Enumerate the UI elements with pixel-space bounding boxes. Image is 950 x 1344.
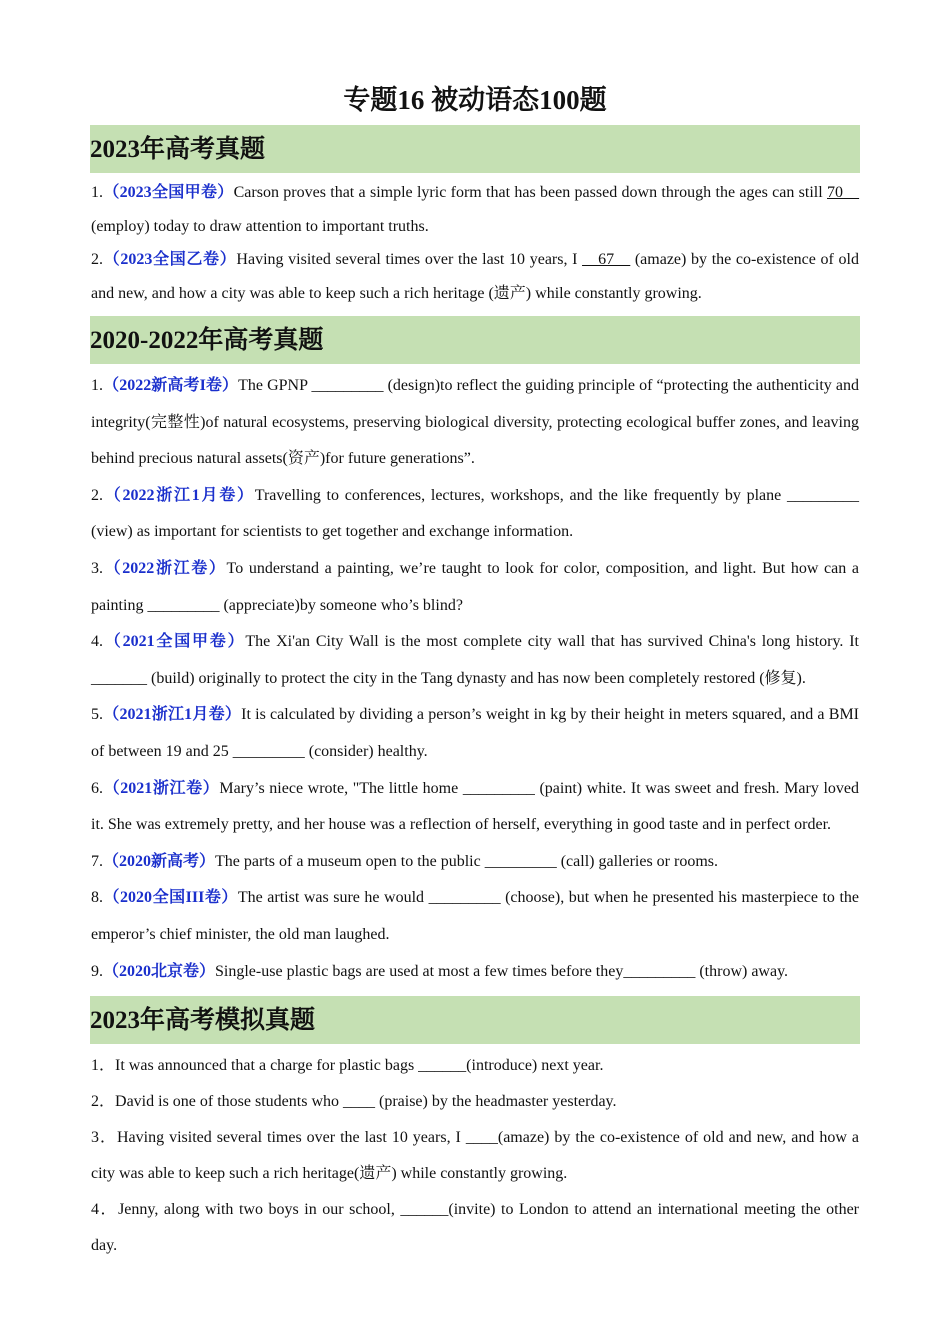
question-item	[91, 1192, 859, 1264]
question-number: 1.	[91, 377, 103, 394]
question-source: （2021浙江1月卷）	[103, 706, 242, 724]
question-item	[91, 478, 859, 551]
question-answer: 70__	[827, 184, 859, 201]
question-text: Carson proves that a simple lyric form that has been passed down through the ages can still	[233, 184, 827, 201]
question-text: To understand a painting, we’re taught to look for color, composition, and light. But how can a painting _________ (appreciate)by someone who’s blind?	[91, 559, 859, 614]
section-items	[91, 173, 859, 316]
question-item	[91, 624, 859, 697]
question-number: 1．	[91, 1057, 116, 1075]
question-number: 3．	[91, 1129, 117, 1147]
question-item	[91, 1120, 859, 1192]
document-title: 专题16 被动语态100题	[343, 85, 607, 115]
question-number: 9.	[91, 962, 103, 980]
question-text: The parts of a museum open to the public _________ (call) galleries or rooms.	[215, 852, 718, 870]
question-source: （2020北京卷）	[103, 962, 216, 980]
document-page	[91, 82, 859, 1270]
question-item	[91, 551, 859, 624]
question-item	[91, 954, 859, 991]
question-text: Single-use plastic bags are used at most a few times before they_________ (throw) away.	[215, 962, 789, 980]
question-source: （2021全国甲卷）	[103, 633, 246, 651]
question-item	[91, 176, 859, 244]
question-number: 4.	[91, 633, 103, 651]
question-item	[91, 368, 859, 478]
question-number: 7.	[91, 852, 103, 870]
question-number: 3.	[91, 559, 103, 577]
question-source: （2020新高考）	[103, 852, 216, 870]
question-text: The GPNP _________ (design)to reflect the guiding principle of “protecting the authenticity and integrity(完整性)of natural ecosystems, preserving biological diversity, protecting ecological buffer zones, and leaving behind precious natural assets(资产)for future generations”.	[91, 377, 859, 468]
question-text: David is one of those students who ____ (praise) by the headmaster yesterday.	[115, 1093, 617, 1111]
question-number: 2.	[91, 486, 103, 504]
question-source: （2022浙江卷）	[103, 559, 227, 577]
question-number: 4．	[91, 1201, 119, 1219]
question-source: （2022新高考I卷）	[103, 377, 239, 394]
section-heading: 2020-2022年高考真题	[90, 316, 860, 364]
question-text: It was announced that a charge for plastic bags ______(introduce) next year.	[115, 1057, 604, 1075]
question-source: （2023全国甲卷）	[103, 184, 234, 201]
question-text: (amaze) by the co-existence of old and new, and how a city was able to keep such a rich heritage (遗产) while constantly growing.	[91, 251, 860, 302]
section-heading: 2023年高考真题	[90, 125, 860, 173]
question-item	[91, 1084, 859, 1120]
question-text: Having visited several times over the last 10 years, I	[236, 251, 583, 268]
question-source: （2023全国乙卷）	[103, 251, 237, 268]
question-text: Mary’s niece wrote, "The little home _________ (paint) white. It was sweet and fresh. Mary loved it. She was extremely pretty, and her house was a reflection of herself, everything in good taste and in perfect order.	[91, 779, 859, 834]
question-text: It is calculated by dividing a person’s weight in kg by their height in meters squared, and a BMI of between 19 and 25 _________ (consider) healthy.	[91, 706, 859, 760]
question-text: Having visited several times over the last 10 years, I ____(amaze) by the co-existence of old and new, and how a city was able to keep such a rich heritage(遗产) while constantly growing.	[91, 1129, 859, 1183]
question-number: 5.	[91, 706, 103, 724]
section-items	[91, 1044, 859, 1270]
section-heading: 2023年高考模拟真题	[90, 996, 860, 1044]
question-number: 8.	[91, 889, 103, 907]
question-text: The artist was sure he would _________ (choose), but when he presented his masterpiece to the emperor’s chief minister, the old man laughed.	[91, 889, 859, 943]
question-source: （2020全国III卷）	[103, 889, 238, 907]
question-source: （2022浙江1月卷）	[103, 486, 255, 504]
question-item	[91, 771, 859, 844]
question-number: 2．	[91, 1093, 116, 1111]
question-text: Travelling to conferences, lectures, workshops, and the like frequently by plane _________ (view) as important for scientists to get together and exchange information.	[91, 486, 859, 541]
question-number: 1.	[91, 184, 103, 201]
question-answer: __67__	[582, 251, 631, 268]
question-item	[91, 1048, 859, 1084]
question-source: （2021浙江卷）	[103, 779, 220, 797]
question-item	[91, 880, 859, 953]
question-item	[91, 243, 859, 311]
question-number: 2.	[91, 251, 103, 268]
question-text: (employ) today to draw attention to important truths.	[91, 218, 429, 235]
question-text: The Xi'an City Wall is the most complete city wall that has survived China's long history. It _______ (build) originally to protect the city in the Tang dynasty and has now been completely restored (修复).	[91, 633, 859, 687]
question-item	[91, 844, 859, 881]
question-item	[91, 697, 859, 770]
question-number: 6.	[91, 779, 103, 797]
section-items	[91, 364, 859, 996]
question-text: Jenny, along with two boys in our school, ______(invite) to London to attend an international meeting the other day.	[91, 1201, 859, 1255]
